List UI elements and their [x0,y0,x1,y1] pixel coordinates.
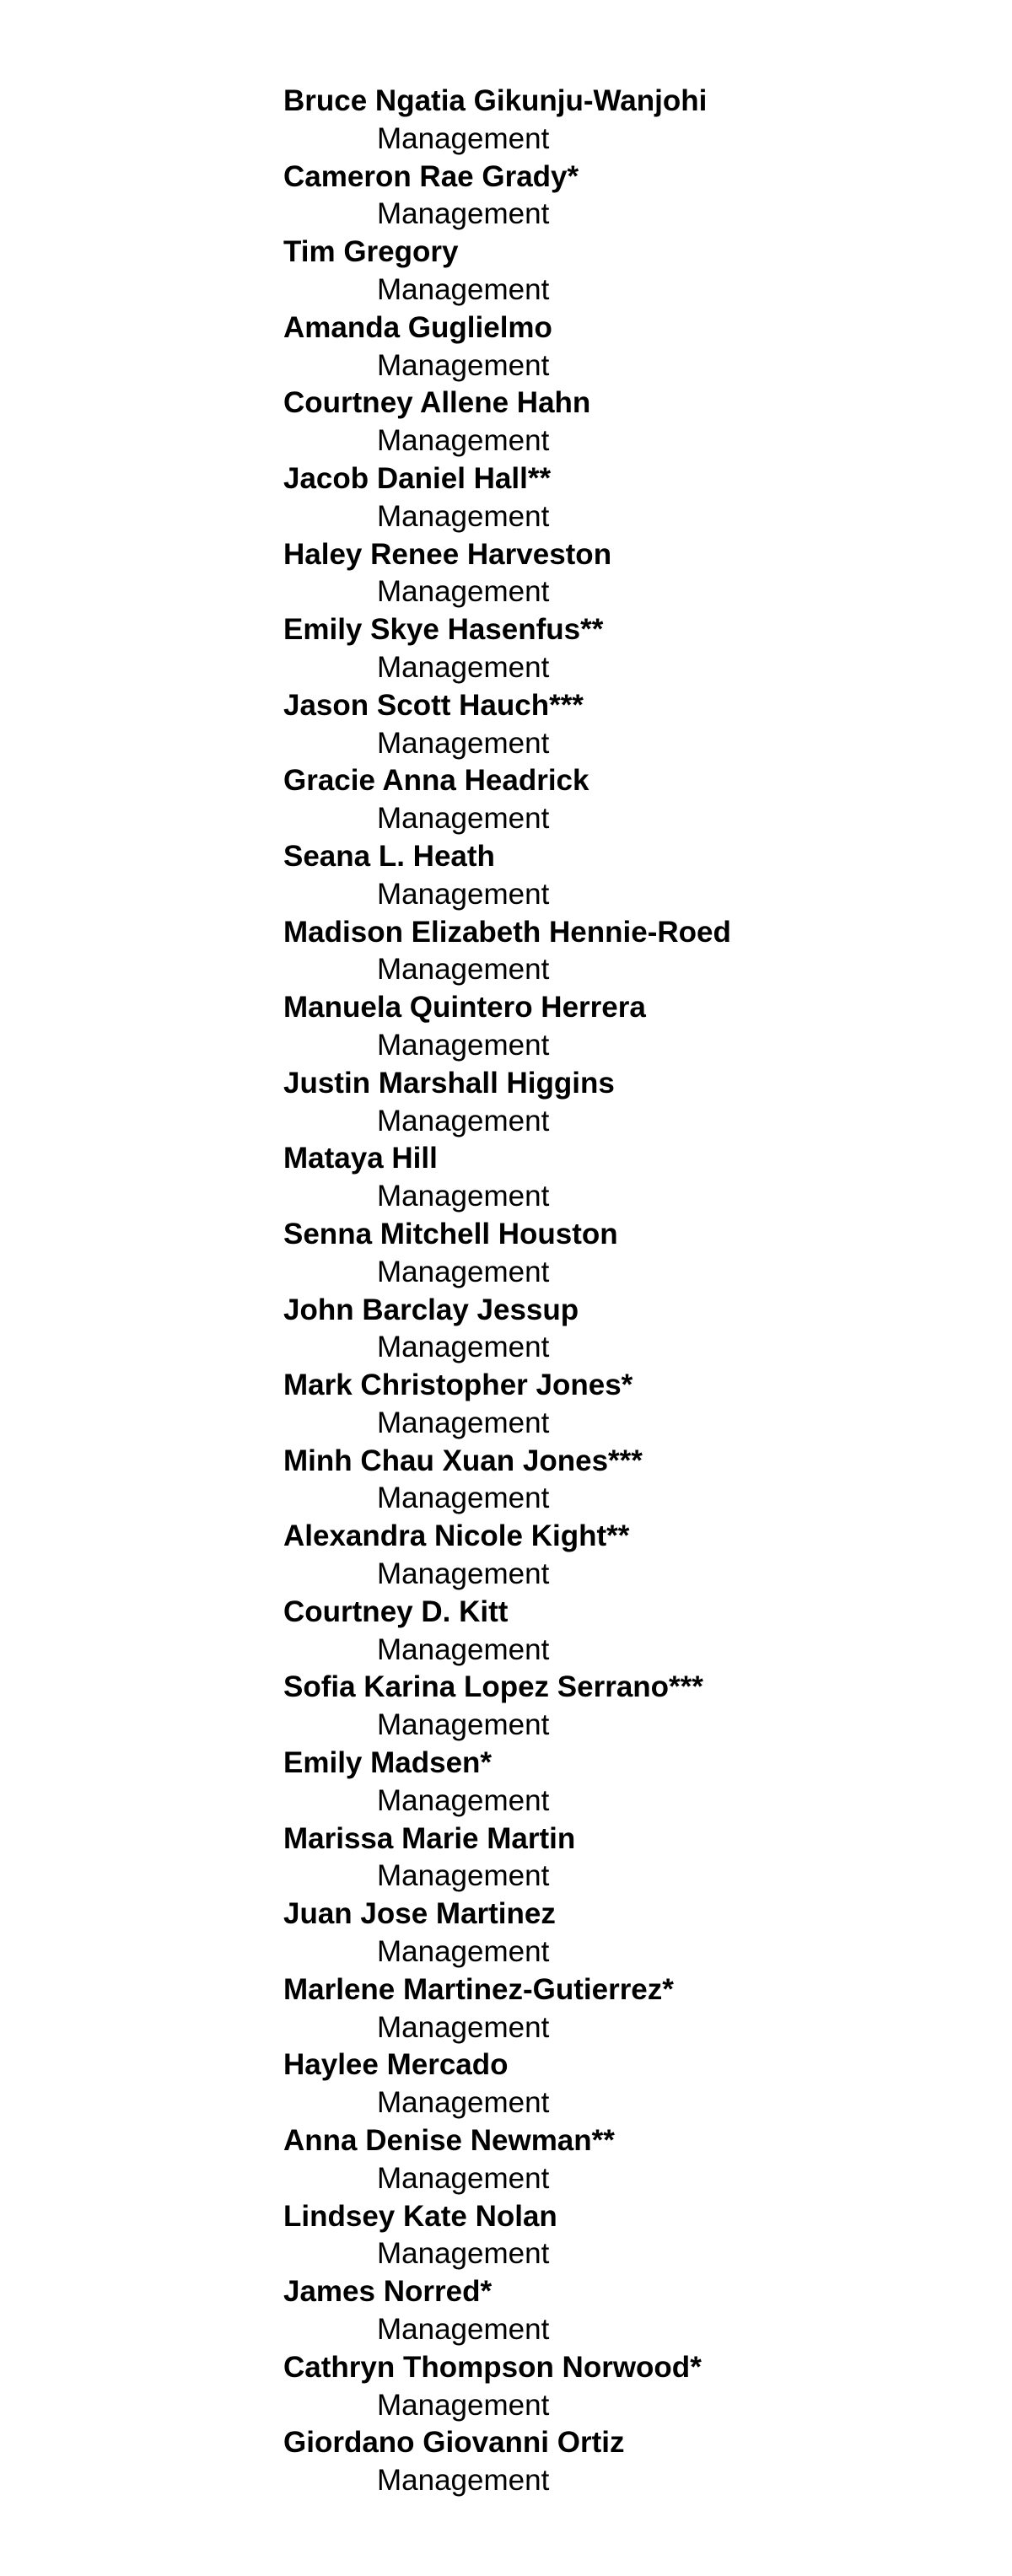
graduate-name: Minh Chau Xuan Jones*** [283,1444,643,1477]
graduate-name: Cameron Rae Grady* [283,159,579,193]
graduate-entry [283,1971,975,2047]
graduate-entry [283,1292,975,1368]
graduate-department: Management [377,1104,550,1137]
graduate-name: Mark Christopher Jones* [283,1369,633,1402]
graduate-entry [283,2424,975,2500]
graduate-name: Lindsey Kate Nolan [283,2199,557,2233]
graduate-entry [283,2273,975,2349]
graduate-name: Alexandra Nicole Kight** [283,1519,630,1553]
graduate-entry [283,1140,975,1216]
graduate-department: Management [377,272,550,306]
graduate-entry [283,1896,975,1971]
graduate-name: Gracie Anna Headrick [283,764,589,798]
graduate-department: Management [377,348,550,382]
graduate-department: Management [377,575,550,609]
graduate-department: Management [377,2086,550,2120]
graduate-entry [283,914,975,990]
graduate-department: Management [377,1180,550,1213]
graduate-entry [283,2046,975,2122]
graduate-name: Amanda Guglielmo [283,310,552,344]
graduate-department: Management [377,197,550,231]
graduate-department: Management [377,121,550,155]
graduate-entry [283,989,975,1065]
graduate-entry [283,2122,975,2198]
graduate-name: Senna Mitchell Houston [283,1217,618,1250]
graduate-name: John Barclay Jessup [283,1293,579,1326]
graduate-entry [283,83,975,159]
graduate-name: Bruce Ngatia Gikunju-Wanjohi [283,84,708,117]
graduate-entry [283,159,975,234]
graduate-name: Marissa Marie Martin [283,1821,576,1855]
graduate-name: Juan Jose Martinez [283,1897,556,1931]
graduate-name: Mataya Hill [283,1142,438,1175]
graduate-department: Management [377,1406,550,1439]
graduate-department: Management [377,1028,550,1062]
graduate-roster [283,83,975,2500]
graduate-entry [283,1669,975,1745]
graduate-entry [283,1443,975,1519]
graduate-name: Justin Marshall Higgins [283,1066,615,1100]
graduate-department: Management [377,1859,550,1893]
graduate-department: Management [377,1632,550,1666]
graduate-entry [283,1216,975,1292]
graduate-name: Emily Skye Hasenfus** [283,613,604,647]
graduate-entry [283,838,975,914]
graduate-entry [283,1820,975,1896]
graduate-entry [283,1367,975,1443]
graduate-department: Management [377,499,550,533]
graduate-name: Jacob Daniel Hall** [283,461,552,495]
graduate-entry [283,460,975,536]
graduate-entry [283,611,975,687]
graduate-department: Management [377,1331,550,1364]
graduate-entry [283,2198,975,2274]
graduate-department: Management [377,802,550,836]
graduate-entry [283,385,975,460]
graduate-entry [283,234,975,309]
graduate-name: Tim Gregory [283,235,459,269]
graduate-name: Sofia Karina Lopez Serrano*** [283,1670,703,1704]
graduate-name: James Norred* [283,2275,493,2309]
graduate-name: Cathryn Thompson Norwood* [283,2350,702,2384]
graduate-department: Management [377,1255,550,1288]
graduate-department: Management [377,2010,550,2044]
graduate-name: Haylee Mercado [283,2048,509,2082]
graduate-department: Management [377,953,550,987]
graduate-entry [283,309,975,385]
graduate-name: Marlene Martinez-Gutierrez* [283,1972,674,2006]
graduate-department: Management [377,2388,550,2422]
graduate-entry [283,687,975,763]
graduate-name: Emily Madsen* [283,1746,493,1780]
graduate-entry [283,1518,975,1594]
graduate-department: Management [377,2313,550,2347]
graduate-department: Management [377,1783,550,1817]
graduate-department: Management [377,2237,550,2271]
graduate-department: Management [377,1557,550,1591]
graduate-name: Courtney D. Kitt [283,1595,509,1628]
graduate-entry [283,1065,975,1141]
graduate-entry [283,762,975,838]
graduate-name: Jason Scott Hauch*** [283,688,584,722]
graduate-department: Management [377,1708,550,1742]
graduate-department: Management [377,1935,550,1969]
graduate-name: Seana L. Heath [283,839,495,873]
graduate-entry [283,1594,975,1670]
graduate-department: Management [377,650,550,684]
graduate-name: Courtney Allene Hahn [283,386,591,420]
graduate-department: Management [377,424,550,458]
graduate-department: Management [377,1482,550,1515]
graduate-entry [283,2349,975,2425]
graduate-name: Anna Denise Newman** [283,2124,615,2158]
graduate-entry [283,1745,975,1820]
graduate-department: Management [377,877,550,911]
graduate-name: Manuela Quintero Herrera [283,991,646,1024]
graduate-entry [283,536,975,612]
graduate-department: Management [377,726,550,760]
graduate-department: Management [377,2161,550,2195]
graduate-department: Management [377,2464,550,2498]
graduate-name: Giordano Giovanni Ortiz [283,2426,625,2460]
graduate-name: Madison Elizabeth Hennie-Roed [283,915,731,949]
graduate-name: Haley Renee Harveston [283,537,612,571]
